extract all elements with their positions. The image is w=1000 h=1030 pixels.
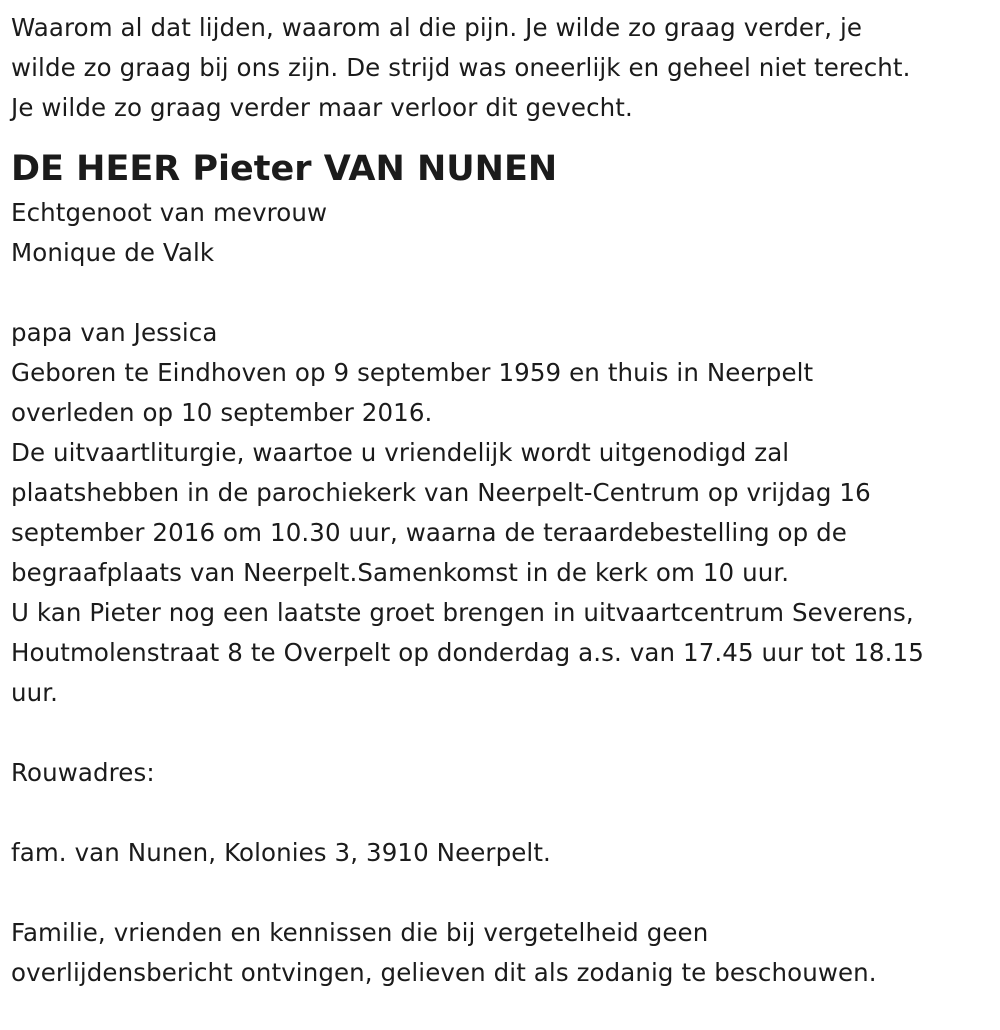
body-line: overleden op 10 september 2016. <box>11 398 433 427</box>
poem-line: Waarom al dat lijden, waarom al die pijn. Je wilde zo graag verder, je <box>11 13 863 42</box>
body-line: Houtmolenstraat 8 te Overpelt op donderdag a.s. van 17.45 uur tot 18.15 <box>11 638 924 667</box>
spacer <box>11 128 996 146</box>
mourning-address: fam. van Nunen, Kolonies 3, 3910 Neerpelt. <box>11 838 551 867</box>
poem-line: Je wilde zo graag verder maar verloor dit gevecht. <box>11 93 633 122</box>
spouse-name: Monique de Valk <box>11 238 215 267</box>
body-line: begraafplaats van Neerpelt.Samenkomst in de kerk om 10 uur. <box>11 558 790 587</box>
poem <box>11 8 996 128</box>
closing-line: overlijdensbericht ontvingen, gelieven dit als zodanig te beschouwen. <box>11 958 877 987</box>
spacer <box>11 273 996 313</box>
body-line: papa van Jessica <box>11 318 218 347</box>
notice-body <box>11 313 996 713</box>
spacer <box>11 713 996 753</box>
deceased-name: DE HEER Pieter VAN NUNEN <box>11 149 558 189</box>
spouse-line: Echtgenoot van mevrouw <box>11 198 328 227</box>
closing-note <box>11 913 996 993</box>
body-line: De uitvaartliturgie, waartoe u vriendelijk wordt uitgenodigd zal <box>11 438 790 467</box>
body-line: september 2016 om 10.30 uur, waarna de teraardebestelling op de <box>11 518 847 547</box>
spacer <box>11 873 996 913</box>
mourning-address-label: Rouwadres: <box>11 758 155 787</box>
poem-line: wilde zo graag bij ons zijn. De strijd was oneerlijk en geheel niet terecht. <box>11 53 911 82</box>
spacer <box>11 793 996 833</box>
obituary-notice <box>11 8 996 993</box>
closing-line: Familie, vrienden en kennissen die bij vergetelheid geen <box>11 918 709 947</box>
body-line: Geboren te Eindhoven op 9 september 1959 en thuis in Neerpelt <box>11 358 814 387</box>
body-line: uur. <box>11 678 59 707</box>
body-line: plaatshebben in de parochiekerk van Neerpelt-Centrum op vrijdag 16 <box>11 478 871 507</box>
body-line: U kan Pieter nog een laatste groet brengen in uitvaartcentrum Severens, <box>11 598 914 627</box>
